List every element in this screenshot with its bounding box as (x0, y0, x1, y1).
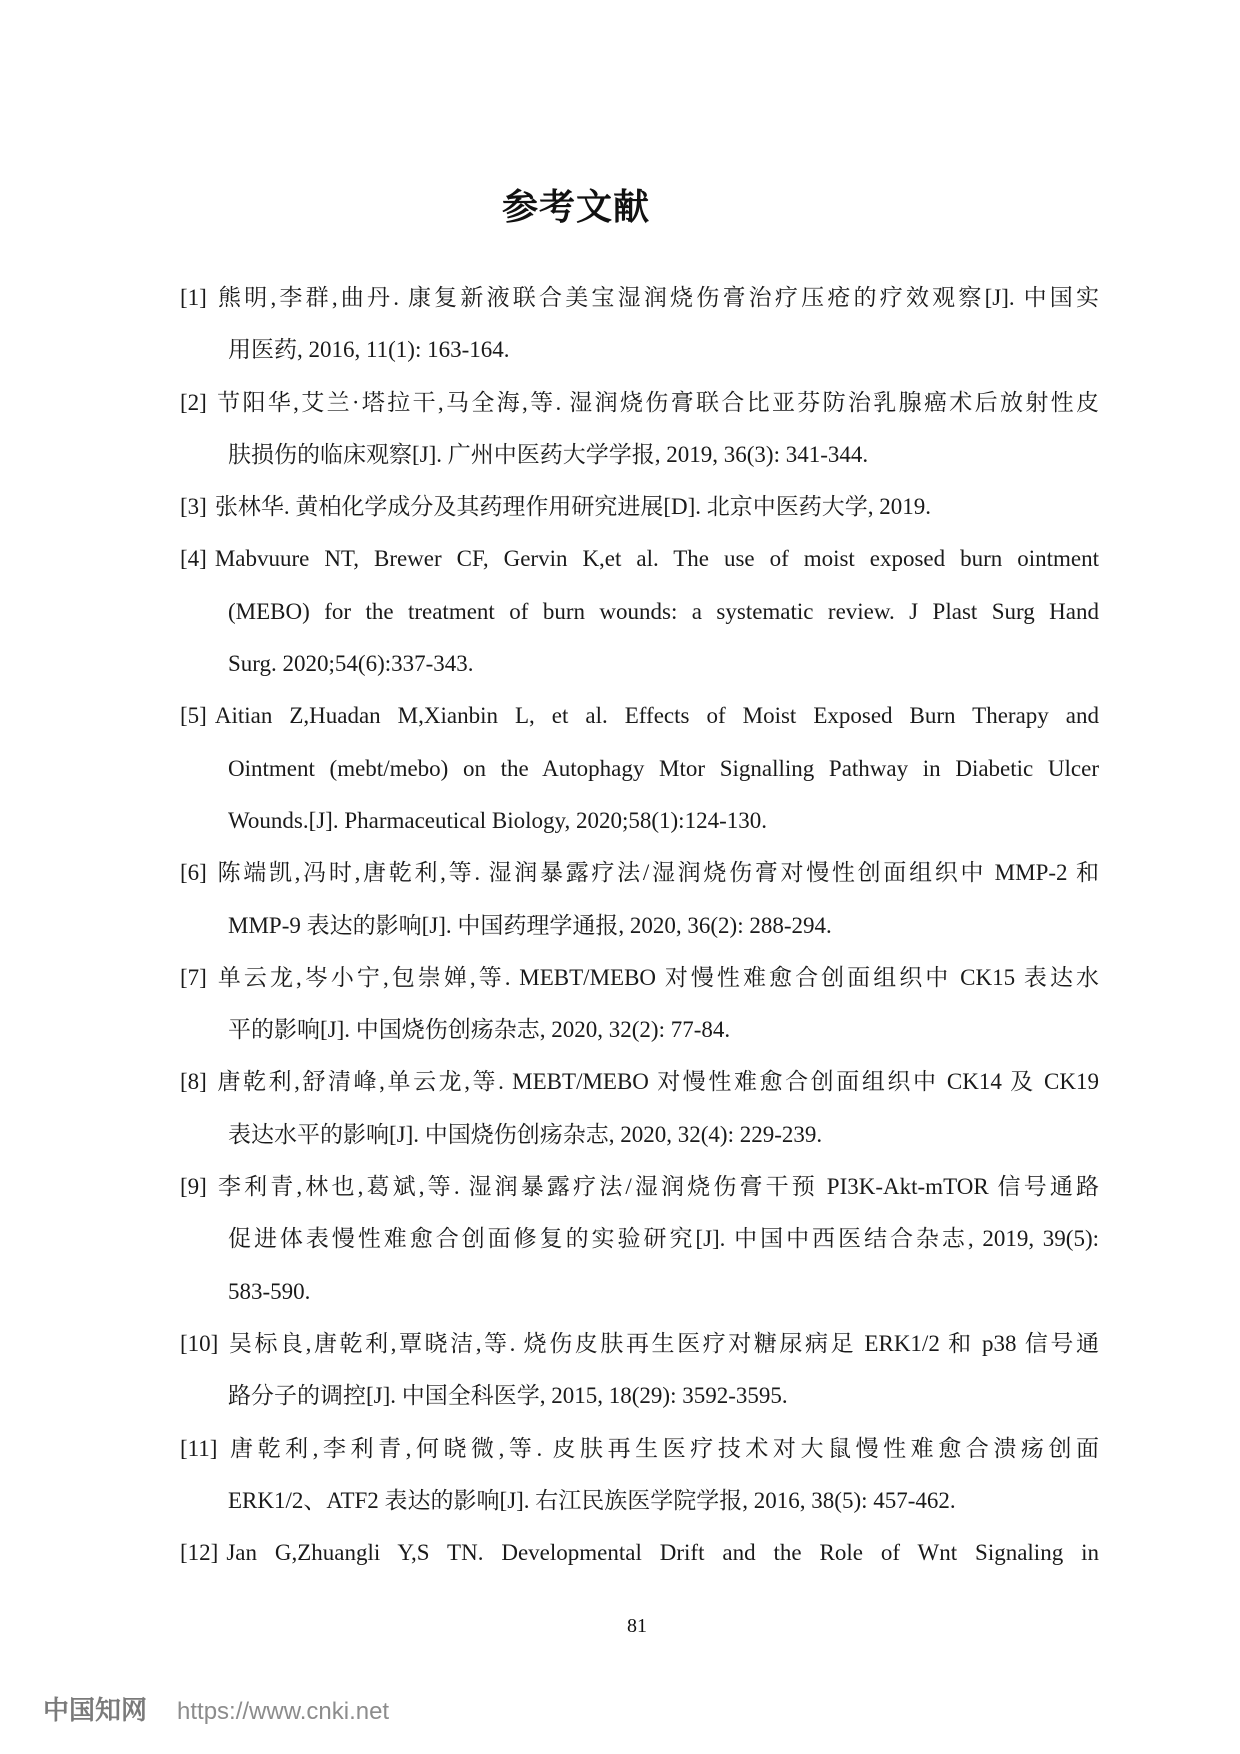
reference-line (180, 429, 1099, 481)
reference-line (180, 272, 1099, 324)
reference-text: 节阳华,艾兰·塔拉干,马全海,等. 湿润烧伤膏联合比亚芬防治乳腺癌术后放射性皮 (214, 389, 1099, 415)
cnki-watermark (43, 1695, 389, 1727)
reference-text: 李利青,林也,葛斌,等. 湿润暴露疗法/湿润烧伤膏干预 PI3K-Akt-mTOR 信号通路 (214, 1174, 1099, 1200)
reference-text: Aitian Z,Huadan M,Xianbin L, et al. Effects of Moist Exposed Burn Therapy and (214, 703, 1099, 729)
reference-text: 张林华. 黄柏化学成分及其药理作用研究进展[D]. 北京中医药大学, 2019. (214, 494, 932, 520)
reference-number: [5] (180, 703, 207, 729)
reference-number: [9] (180, 1174, 207, 1200)
reference-line (180, 1056, 1099, 1108)
reference-text: 唐乾利,李利青,何晓微,等. 皮肤再生医疗技术对大鼠慢性难愈合溃疡创面 (225, 1435, 1099, 1461)
reference-text: 熊明,李群,曲丹. 康复新液联合美宝湿润烧伤膏治疗压疮的疗效观察[J]. 中国实 (214, 285, 1099, 310)
reference-text: Ointment (mebt/mebo) on the Autophagy Mtor Signalling Pathway in Diabetic Ulcer (228, 755, 1099, 781)
reference-text: 肤损伤的临床观察[J]. 广州中医药大学学报, 2019, 36(3): 341-344. (228, 441, 869, 467)
reference-line (180, 1527, 1099, 1579)
reference-item (180, 377, 1099, 482)
reference-text: 唐乾利,舒清峰,单云龙,等. MEBT/MEBO 对慢性难愈合创面组织中 CK14 及 CK19 (214, 1069, 1099, 1095)
reference-line (180, 586, 1099, 638)
reference-text: Mabvuure NT, Brewer CF, Gervin K,et al. The use of moist exposed burn ointment (214, 546, 1099, 572)
reference-text: ERK1/2、ATF2 表达的影响[J]. 右江民族医学院学报, 2016, 38(5): 457-462. (228, 1487, 956, 1513)
reference-number: [6] (180, 860, 207, 886)
reference-line (180, 533, 1099, 585)
reference-line (180, 743, 1099, 795)
reference-number: [1] (180, 285, 207, 310)
reference-text: 平的影响[J]. 中国烧伤创疡杂志, 2020, 32(2): 77-84. (228, 1017, 731, 1043)
reference-line (180, 1109, 1099, 1161)
reference-line (180, 1318, 1099, 1370)
reference-line (180, 377, 1099, 429)
reference-list (180, 272, 1099, 1579)
reference-text: (MEBO) for the treatment of burn wounds: a systematic review. J Plast Surg Hand (228, 598, 1099, 624)
reference-number: [10] (180, 1330, 219, 1356)
watermark-brand: 中国知网 (43, 1696, 148, 1726)
reference-line (180, 1213, 1099, 1265)
reference-number: [2] (180, 389, 207, 415)
reference-line (180, 795, 1099, 847)
page-title: 参考文献 (501, 187, 650, 228)
reference-item (180, 481, 1099, 533)
reference-line (180, 1004, 1099, 1056)
reference-text: Jan G,Zhuangli Y,S TN. Developmental Drift and the Role of Wnt Signaling in (226, 1540, 1099, 1566)
reference-number: [3] (180, 494, 207, 520)
reference-item (180, 533, 1099, 690)
reference-item (180, 952, 1099, 1057)
reference-text: MMP-9 表达的影响[J]. 中国药理学通报, 2020, 36(2): 288-294. (228, 912, 832, 938)
reference-text: 单云龙,岑小宁,包崇婵,等. MEBT/MEBO 对慢性难愈合创面组织中 CK15 表达水 (214, 964, 1099, 990)
reference-text: 用医药, 2016, 11(1): 163-164. (228, 337, 510, 363)
reference-text: 陈端凯,冯时,唐乾利,等. 湿润暴露疗法/湿润烧伤膏对慢性创面组织中 MMP-2 和 (214, 860, 1099, 886)
reference-item (180, 272, 1099, 377)
reference-line (180, 1266, 1099, 1318)
reference-line (180, 1370, 1099, 1422)
reference-text: 促进体表慢性难愈合创面修复的实验研究[J]. 中国中西医结合杂志, 2019, 39(5): (228, 1226, 1099, 1252)
reference-number: [11] (180, 1435, 218, 1461)
reference-line (180, 952, 1099, 1004)
watermark-url: https://www.cnki.net (177, 1698, 390, 1725)
reference-item (180, 1161, 1099, 1318)
reference-text: 路分子的调控[J]. 中国全科医学, 2015, 18(29): 3592-3595. (228, 1383, 788, 1409)
reference-line (180, 1161, 1099, 1213)
reference-number: [8] (180, 1069, 207, 1095)
reference-item (180, 1056, 1099, 1161)
reference-text: 吴标良,唐乾利,覃晓洁,等. 烧伤皮肤再生医疗对糖尿病足 ERK1/2 和 p38 信号通 (226, 1330, 1099, 1356)
reference-text: Wounds.[J]. Pharmaceutical Biology, 2020;58(1):124-130. (228, 807, 767, 833)
reference-line (180, 900, 1099, 952)
reference-line (180, 638, 1099, 690)
reference-item (180, 1527, 1099, 1579)
reference-item (180, 847, 1099, 952)
reference-number: [7] (180, 964, 207, 990)
reference-line (180, 481, 1099, 533)
reference-number: [4] (180, 546, 207, 572)
reference-line (180, 1423, 1099, 1475)
reference-item (180, 690, 1099, 847)
reference-number: [12] (180, 1540, 219, 1566)
reference-line (180, 1475, 1099, 1527)
reference-item (180, 1423, 1099, 1528)
reference-text: 表达水平的影响[J]. 中国烧伤创疡杂志, 2020, 32(4): 229-239. (228, 1121, 823, 1147)
reference-line (180, 324, 1099, 376)
reference-line (180, 690, 1099, 742)
reference-text: Surg. 2020;54(6):337-343. (228, 651, 474, 677)
reference-item (180, 1318, 1099, 1423)
reference-text: 583-590. (228, 1278, 311, 1304)
page-number: 81 (627, 1615, 647, 1637)
reference-line (180, 847, 1099, 899)
